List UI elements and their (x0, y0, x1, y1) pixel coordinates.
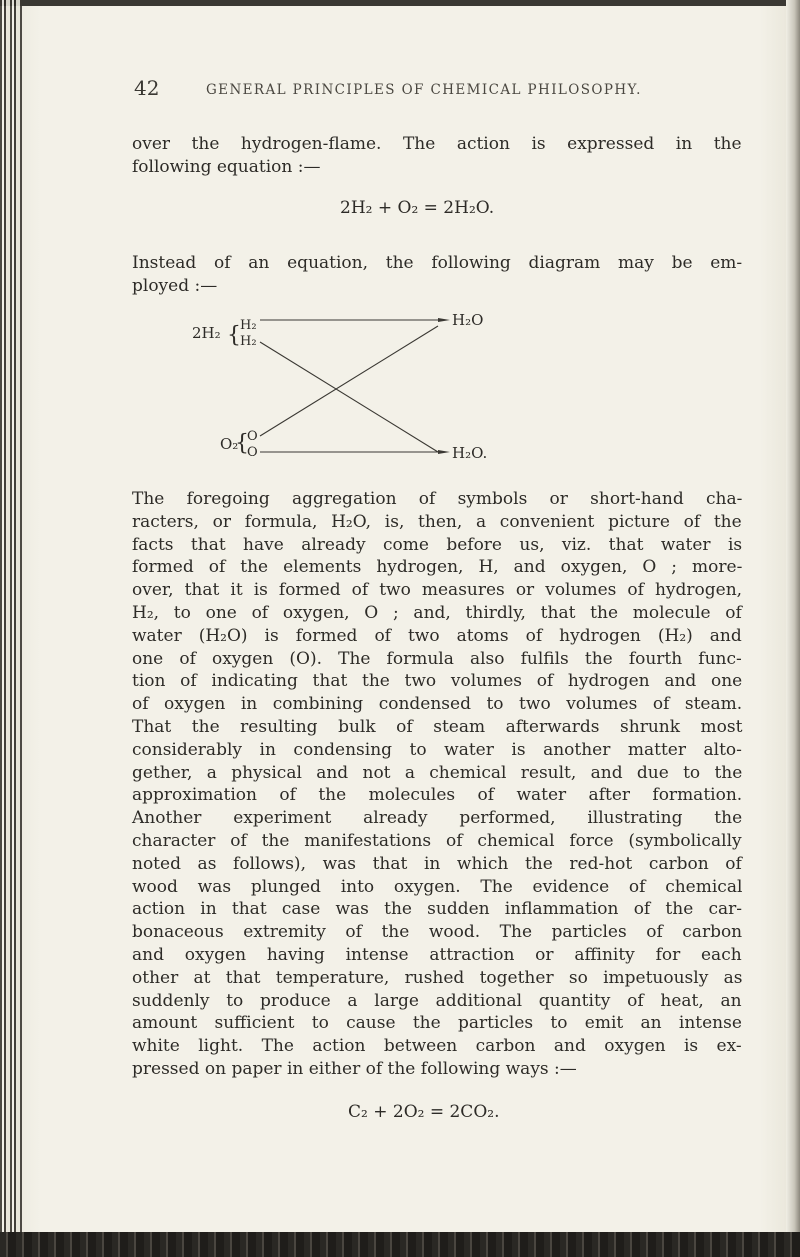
label-o-lower: O (247, 445, 258, 460)
binding-edge (0, 0, 22, 1257)
label-h2-lower: H₂ (240, 334, 257, 349)
page-number: 42 (134, 76, 160, 100)
running-title: GENERAL PRINCIPLES OF CHEMICAL PHILOSOPHY. (206, 82, 642, 98)
diagram-intro-paragraph (132, 252, 742, 298)
text-line: ployed :— (132, 275, 218, 296)
page-top-edge (0, 0, 800, 6)
label-o-upper: O (247, 429, 258, 444)
text-line: H₂, to one of oxygen, O ; and, thirdly, that the molecule of (132, 602, 742, 623)
text-line: considerably in condensing to water is another matter alto- (132, 739, 742, 760)
label-h2-upper: H₂ (240, 318, 257, 333)
body-paragraph (132, 488, 742, 1081)
text-line: white light. The action between carbon and oxygen is ex- (132, 1036, 742, 1057)
intro-paragraph (132, 133, 742, 179)
equation-water: 2H₂ + O₂ = 2H₂O. (340, 198, 495, 218)
text-line: racters, or formula, H₂O, is, then, a convenient picture of the (132, 511, 742, 532)
text-line: pressed on paper in either of the following ways :— (132, 1058, 577, 1079)
diagram-lines (260, 318, 450, 454)
label-h2o-top: H₂O (452, 311, 484, 329)
page-bottom-edge (0, 1232, 800, 1257)
text-line: water (H₂O) is formed of two atoms of hydrogen (H₂) and (132, 625, 742, 646)
text-line: of oxygen in combining condensed to two volumes of steam. (132, 694, 743, 715)
equation-carbon: C₂ + 2O₂ = 2CO₂. (348, 1102, 500, 1122)
brace-bottom: { (235, 431, 249, 456)
text-line: suddenly to produce a large additional quantity of heat, an (132, 990, 742, 1011)
line-o-to-h2o-top (260, 326, 438, 436)
text-line: facts that have already come before us, viz. that water is (132, 534, 743, 555)
text-line: That the resulting bulk of steam afterwards shrunk most (132, 716, 743, 737)
text-line: tion of indicating that the two volumes of hydrogen and one (132, 671, 743, 692)
text-line: Instead of an equation, the following diagram may be em- (132, 253, 743, 273)
text-line: following equation :— (132, 156, 321, 177)
text-line: one of oxygen (O). The formula also fulfils the fourth func- (132, 648, 742, 669)
brace-top: { (227, 323, 241, 348)
label-2h2: 2H₂ (192, 324, 221, 342)
text-line: bonaceous extremity of the wood. The particles of carbon (132, 922, 743, 943)
molecule-diagram (190, 311, 488, 472)
text-line: over, that it is formed of two measures or volumes of hydrogen, (132, 580, 743, 601)
text-line: gether, a physical and not a chemical result, and due to the (132, 762, 743, 783)
arrow-bottom (438, 450, 450, 454)
text-line: wood was plunged into oxygen. The evidence of chemical (132, 876, 743, 897)
text-line: formed of the elements hydrogen, H, and oxygen, O ; more- (132, 557, 743, 578)
text-line: approximation of the molecules of water after formation. (132, 785, 743, 806)
text-line: action in that case was the sudden inflammation of the car- (132, 899, 743, 920)
page-header (134, 76, 694, 116)
line-h2-to-h2o-bottom (260, 342, 438, 452)
text-line: other at that temperature, rushed together so impetuously as (132, 967, 743, 988)
label-h2o-bottom: H₂O. (452, 444, 488, 462)
text-line: over the hydrogen-flame. The action is expressed in the (132, 134, 742, 154)
text-line: character of the manifestations of chemical force (symbolically (132, 830, 742, 851)
label-o2: O₂ (220, 435, 239, 453)
text-line: and oxygen having intense attraction or affinity for each (132, 944, 742, 965)
text-line: Another experiment already performed, illustrating the (132, 808, 743, 829)
page-right-edge (786, 0, 800, 1257)
text-line: amount sufficient to cause the particles to emit an intense (132, 1013, 742, 1034)
text-line: The foregoing aggregation of symbols or short-hand cha- (132, 489, 743, 509)
arrow-top (438, 318, 450, 322)
text-line: noted as follows), was that in which the red-hot carbon of (132, 853, 742, 874)
